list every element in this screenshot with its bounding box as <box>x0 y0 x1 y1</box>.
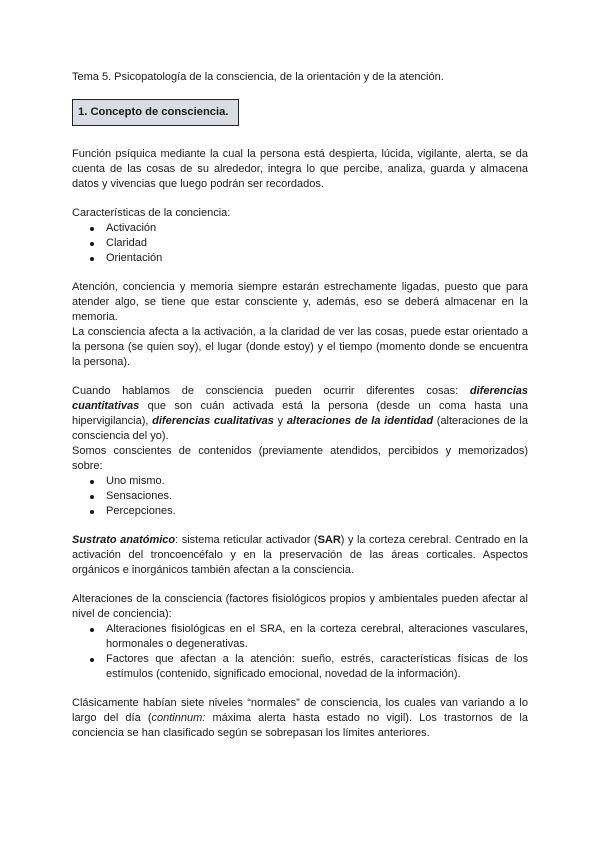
paragraph-activation: La consciencia afecta a la activación, a la claridad de ver las cosas, puede estar orientado a la persona (se quien soy), el lugar (donde estoy) y el tiempo (momento donde se encuentra la persona). <box>72 326 528 368</box>
list-item: Percepciones. <box>106 504 528 519</box>
paragraph-differences: Cuando hablamos de consciencia pueden ocurrir diferentes cosas: diferencias cuantitativas que son cuán activada está la persona (desde un coma hasta una hipervigilancia), diferencias cualitativas y alteraciones de la identidad (alteraciones de la consciencia del yo). <box>72 385 528 442</box>
list-item: Activación <box>106 221 528 236</box>
paragraph-attention: Atención, conciencia y memoria siempre estarán estrechamente ligadas, puesto que para atender algo, se tiene que estar consciente y, además, eso se deberá almacenar en la memoria. <box>72 281 528 323</box>
paragraph-substrate: Sustrato anatómico: sistema reticular activador (SAR) y la corteza cerebral. Centrado en la activación del troncoencéfalo y en la preservación de las áreas corticales. Aspectos orgánicos e inorgánicos también afectan a la consciencia. <box>72 534 528 576</box>
alterations-list <box>72 622 528 682</box>
term-identity: alteraciones de la identidad <box>286 415 434 427</box>
paragraph-definition: Función psíquica mediante la cual la persona está despierta, lúcida, vigilante, alerta, se da cuenta de las cosas de su alrededor, integra lo que percibe, analiza, guarda y almacena datos y vivencias que luego podrán ser recordados. <box>72 148 528 190</box>
list-item: Claridad <box>106 236 528 251</box>
contents-intro: Somos conscientes de contenidos (previamente atendidos, percibidos y memorizados) sobre: <box>72 445 528 472</box>
contents-list <box>72 474 528 519</box>
list-item: Uno mismo. <box>106 474 528 489</box>
term-quantitative: diferencias cuantitativas <box>72 385 528 412</box>
term-substrate: Sustrato anatómico <box>72 534 176 546</box>
characteristics-list <box>72 221 528 266</box>
term-continnum: continnum: <box>151 712 206 724</box>
paragraph-levels: Clásicamente habían siete niveles “normales” de consciencia, los cuales van variando a lo largo del día (continnum: máxima alerta hasta estado no vigil). Los trastornos de la conciencia se han clasificado según se sobrepasan los límites anteriores. <box>72 697 528 739</box>
document-body <box>72 70 528 741</box>
term-qualitative: diferencias cualitativas <box>152 415 274 427</box>
list-item: Sensaciones. <box>106 489 528 504</box>
section-title: 1. Concepto de consciencia. <box>72 99 239 126</box>
alterations-intro: Alteraciones de la consciencia (factores fisiológicos propios y ambientales pueden afectar al nivel de conciencia): <box>72 593 528 620</box>
characteristics-intro: Características de la conciencia: <box>72 207 231 219</box>
list-item: Alteraciones fisiológicas en el SRA, en la corteza cerebral, alteraciones vasculares, hormonales o degenerativas. <box>106 623 528 650</box>
document-header: Tema 5. Psicopatología de la consciencia, de la orientación y de la atención. <box>72 71 444 83</box>
term-sar: SAR <box>317 534 341 546</box>
list-item: Factores que afectan a la atención: sueño, estrés, características físicas de los estímulos (contenido, significado emocional, novedad de la información). <box>106 653 528 680</box>
list-item: Orientación <box>106 251 528 266</box>
